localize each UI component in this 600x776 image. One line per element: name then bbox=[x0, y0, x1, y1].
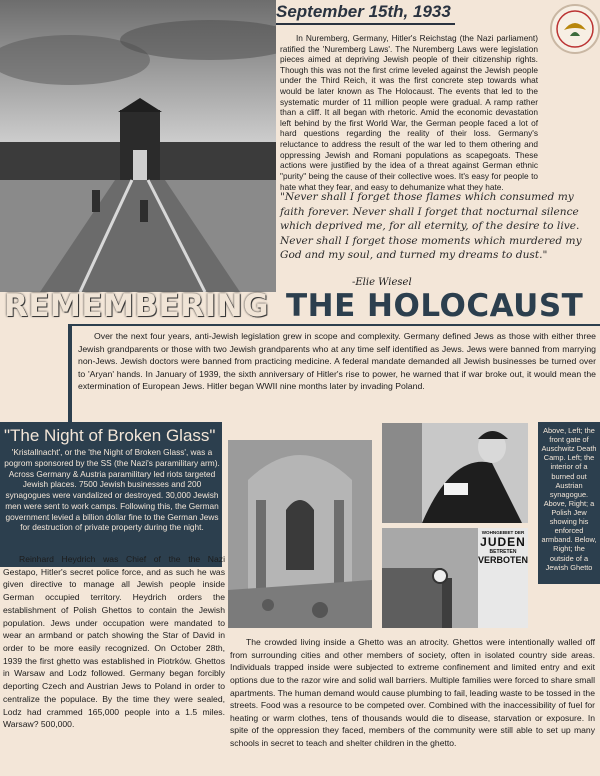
sign-line-4: VERBOTEN bbox=[478, 555, 529, 565]
sign-line-1: WOHNGEBIET DER bbox=[481, 530, 525, 535]
paragraph-2: Over the next four years, anti-Jewish legislation grew in scope and complexity. Germany defined Jews as those with either three Jewish grandparents or those with two Jewish grandparents who at any time self identified as Jews. Jews were banned from marrying non-Jews. Jewish doctors were banned from practicing medicine. A federal mandate demanded all Jewish businesses be turned over to 'Aryan' hands. In January of 1939, the sixth anniversary of Hitler's rise to power, he warned that if war broke out, it would mean the extermination of European Jews. Hitler began WWII nine months later by invading Poland. bbox=[78, 331, 596, 392]
night-text: 'Kristallnacht', or the 'the Night of Broken Glass', was a pogrom sponsored by the SS (the Nazi's paramilitary arm). Across Germany & Austria paramilitary led riots targeted Jewish places. 7500 Jewish businesses and 200 synagogues were vandalized or destroyed. 30,000 Jewish men were sent to work camps. Following this, the German government levied a billion dollar fine to the German Jews for destruction of private property during the night. bbox=[4, 447, 220, 533]
quote-author: -Elie Wiesel bbox=[352, 277, 412, 288]
photo-caption-panel bbox=[538, 422, 600, 584]
synagogue-interior-photo bbox=[228, 440, 372, 628]
paragraph-3: Reinhard Heydrich was Chief of the the Nazi Gestapo, Hitler's secret police force, and as such he was given directive to manage all Jewish people inside German occupied territory. Heydrich orders the establishment of Polish Ghettos to contain the Jewish population. Jews under occupation were mandated to wear an armband or patch showing the Star of David in order to be more easily recognized. On October 28th, 1939 the first ghetto was established in Piotrków. Ghettos in Warsaw and Lodz followed. Germany began forcibly deporting Czech and Austrian Jews to Poland in order to centralize the populace. By the time they were sealed, Lodz had crammed 165,000 people into a 1.5 miles. Warsaw? 500,000. bbox=[3, 554, 225, 730]
night-title: "The Night of Broken Glass" bbox=[4, 426, 216, 445]
emblem-logo bbox=[550, 4, 600, 54]
auschwitz-gate-photo bbox=[0, 0, 276, 292]
ghetto-sign bbox=[478, 530, 528, 565]
title-the-holocaust: THE HOLOCAUST bbox=[286, 288, 584, 324]
armband-photo bbox=[382, 423, 528, 523]
paragraph-4: The crowded living inside a Ghetto was an atrocity. Ghettos were intentionally walled off from surrounding cities and other members of society, often in isolated country side areas. Individuals trapped inside were subjected to extreme confinement and limited entry and exit options due to the razor wire and solid wall barriers. Multiple families were forced to share small apartments. The human demand would cause plumbing to fail, leading waste to be tossed in the streets. Food was a resource to be competed over. Combined with the inaccessibility of fuel for heating or warm clothes, tens of thousands would die to disease, starvation or exposure. In spite of the oppression they faced, members of the community were still able to set up many schools in secret to teach and shelter children in the ghetto. bbox=[230, 637, 595, 748]
wiesel-quote: "Never shall I forget those flames which consumed my faith forever. Never shall I forget that nocturnal silence which deprived me, for all eternity, of the desire to live. Never shall I forget those moments which murdered my God and my soul, and turned my dreams to dust." bbox=[280, 191, 582, 262]
sign-line-2: JUDEN bbox=[480, 535, 526, 549]
photo-caption: Above, Left; the front gate of Auschwitz Death Camp. Left; the interior of a burned out Austrian synagogue. Above, Right; a Polish Jew showing his enforced armband. Below, Right; the outside of a Jewish Ghetto bbox=[541, 426, 597, 572]
title-remembering: REMEMBERING bbox=[4, 288, 270, 324]
date-heading: September 15th, 1933 bbox=[276, 2, 455, 25]
sign-line-3: BETRETEN bbox=[489, 549, 517, 555]
intro-paragraph: In Nuremberg, Germany, Hitler's Reichstag (the Nazi parliament) ratified the 'Nuremberg Laws'. The Nuremberg Laws were legislation pieces aimed at depriving Jewish people of their citizenship rights. Though this was not the first crime leveled against the Jewish people under the Third Reich, it was the first concrete step towards what would be later known as The Holocaust. The events that led to the systematic murder of 11 million people were gradual. A ramp rather than a cliff. It all began with rhetoric. Amid the economic devastation left behind by the first World War, the German people faced a lot of hard questions regarding the reality of their loss. Germany's reluctance to address the result of the war led to them othering and oppressing Jewish and Romani populations as scapegoats. These actions were justified by the idea of a threat against German ethnic "purity" being the cause of their collective woes. It's easy for people to hate what they fear, and easy to dehumanize what they hate. bbox=[280, 33, 538, 192]
